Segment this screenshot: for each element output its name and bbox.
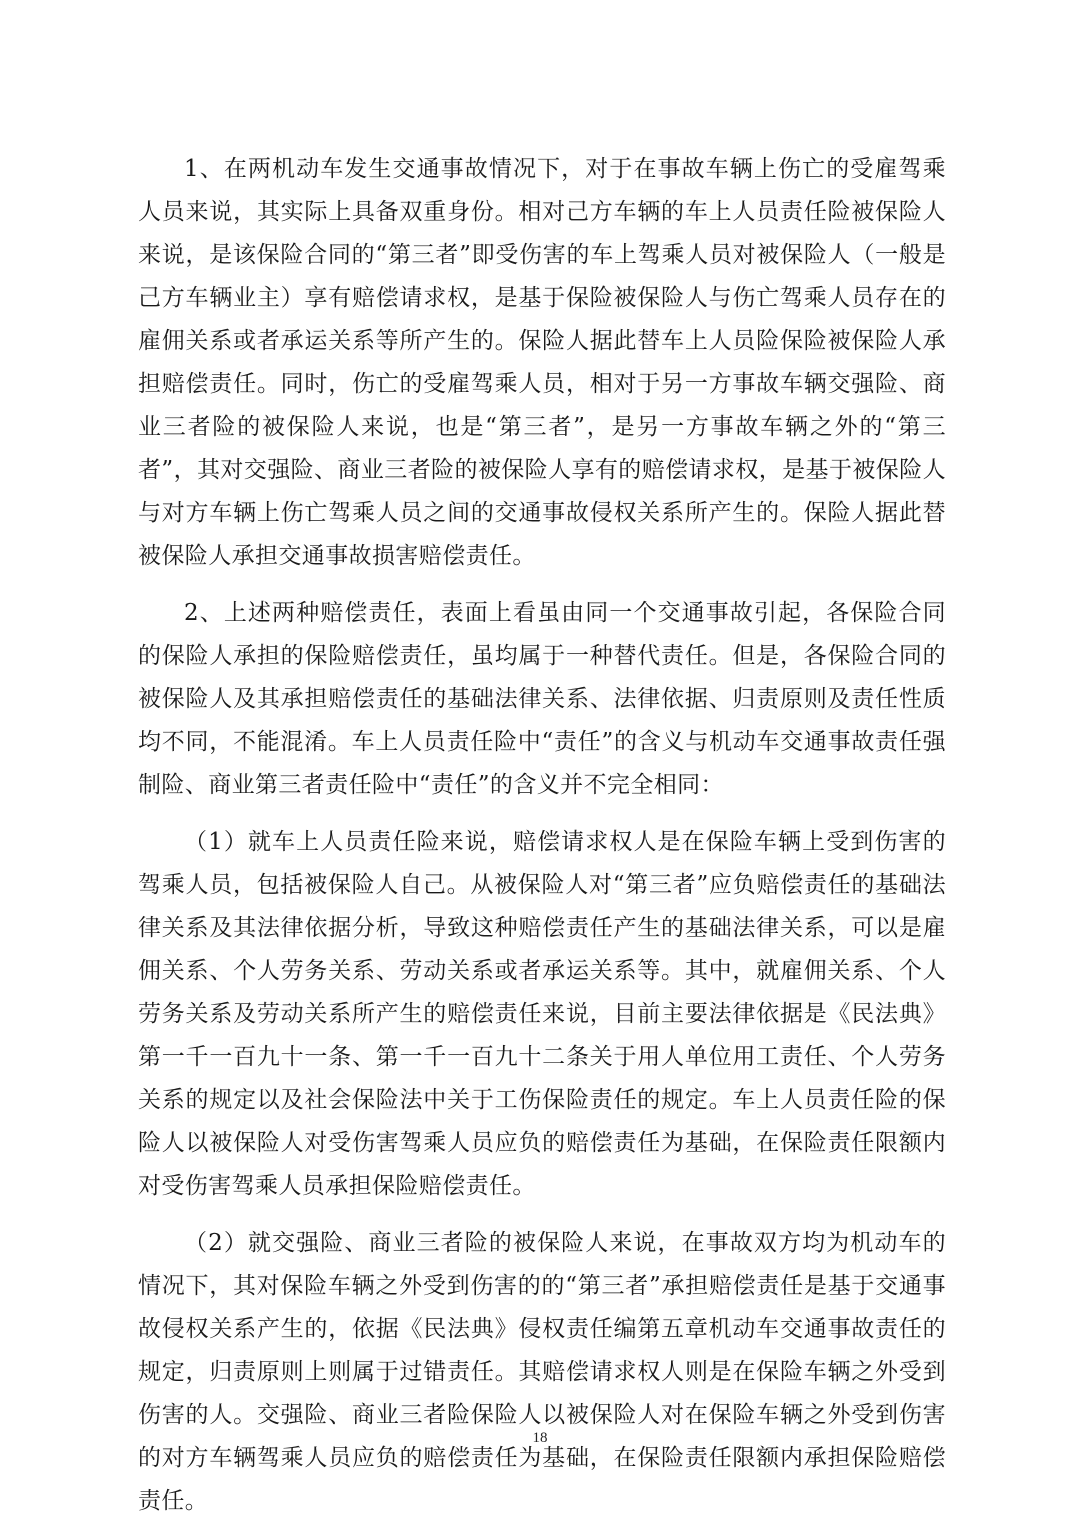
paragraph-1: 1、在两机动车发生交通事故情况下，对于在事故车辆上伤亡的受雇驾乘人员来说，其实际上具备双重身份。相对己方车辆的车上人员责任险被保险人来说，是该保险合同的“第三者”即受伤害的车上驾乘人员对被保险人（一般是己方车辆业主）享有赔偿请求权，是基于保险被保险人与伤亡驾乘人员存在的雇佣关系或者承运关系等所产生的。保险人据此替车上人员险保险被保险人承担赔偿责任。同时，伤亡的受雇驾乘人员，相对于另一方事故车辆交强险、商业三者险的被保险人来说，也是“第三者”，是另一方事故车辆之外的“第三者”，其对交强险、商业三者险的被保险人享有的赔偿请求权，是基于被保险人与对方车辆上伤亡驾乘人员之间的交通事故侵权关系所产生的。保险人据此替被保险人承担交通事故损害赔偿责任。 <box>138 156 946 569</box>
body-text <box>138 148 946 1523</box>
paragraph-3: （1）就车上人员责任险来说，赔偿请求权人是在保险车辆上受到伤害的驾乘人员，包括被保险人自己。从被保险人对“第三者”应负赔偿责任的基础法律关系及其法律依据分析，导致这种赔偿责任产生的基础法律关系，可以是雇佣关系、个人劳务关系、劳动关系或者承运关系等。其中，就雇佣关系、个人劳务关系及劳动关系所产生的赔偿责任来说，目前主要法律依据是《民法典》第一千一百九十一条、第一千一百九十二条关于用人单位用工责任、个人劳务关系的规定以及社会保险法中关于工伤保险责任的规定。车上人员责任险的保险人以被保险人对受伤害驾乘人员应负的赔偿责任为基础，在保险责任限额内对受伤害驾乘人员承担保险赔偿责任。 <box>138 829 946 1199</box>
page-number: 18 <box>532 1430 548 1446</box>
paragraph-4: （2）就交强险、商业三者险的被保险人来说，在事故双方均为机动车的情况下，其对保险车辆之外受到伤害的的“第三者”承担赔偿责任是基于交通事故侵权关系产生的，依据《民法典》侵权责任编第五章机动车交通事故责任的规定，归责原则上则属于过错责任。其赔偿请求权人则是在保险车辆之外受到伤害的人。交强险、商业三者险保险人以被保险人对在保险车辆之外受到伤害的对方车辆驾乘人员应负的赔偿责任为基础，在保险责任限额内承担保险赔偿责任。 <box>138 1230 946 1514</box>
paragraph-2: 2、上述两种赔偿责任，表面上看虽由同一个交通事故引起，各保险合同的保险人承担的保险赔偿责任，虽均属于一种替代责任。但是，各保险合同的被保险人及其承担赔偿责任的基础法律关系、法律依据、归责原则及责任性质均不同，不能混淆。车上人员责任险中“责任”的含义与机动车交通事故责任强制险、商业第三者责任险中“责任”的含义并不完全相同： <box>138 600 946 798</box>
